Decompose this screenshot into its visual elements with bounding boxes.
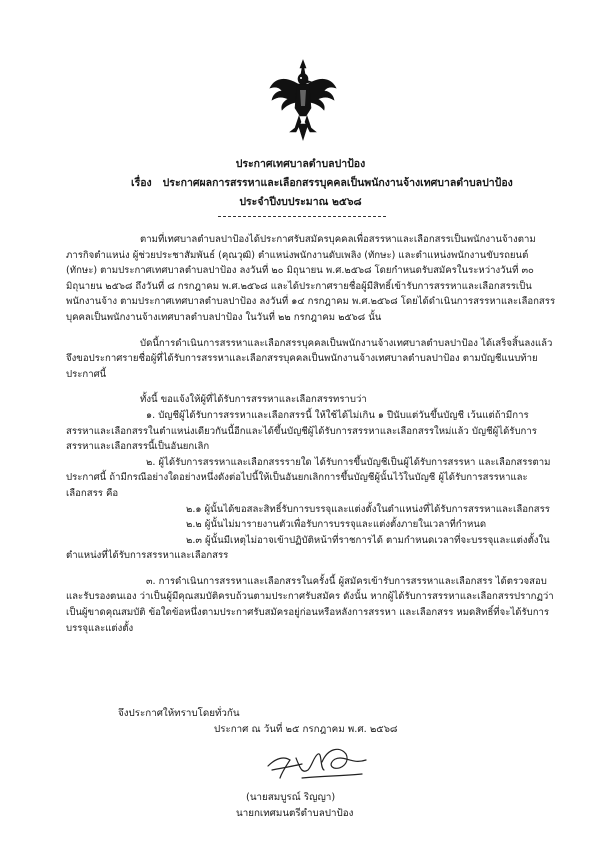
- condition-item-2-3: ๒.๓ ผู้นั้นมีเหตุไม่อาจเข้าปฏิบัติหน้าที่ราชการได้ ตามกำหนดเวลาที่จะบรรจุและแต่งตั้งในตำแหน่งที่ได้รับการสรรหาและเลือกสรร: [66, 534, 550, 562]
- header-divider: [218, 216, 386, 217]
- document-title: ประกาศเทศบาลตำบลปาป้อง: [235, 158, 366, 170]
- subject-text: ประกาศผลการสรรหาและเลือกสรรบุคคลเป็นพนักงานจ้างเทศบาลตำบลปาป้อง: [162, 177, 513, 189]
- condition-item-2-2: ๒.๒ ผู้นั้นไม่มารายงานตัวเพื่อรับการบรรจุและแต่งตั้งภายในเวลาที่กำหนด: [186, 519, 487, 531]
- paragraph-background: ตามที่เทศบาลตำบลปาป้องได้ประกาศรับสมัครบุคคลเพื่อสรรหาและเลือกสรรเป็นพนักงานจ้างตามภารกิจตำแหน่ง ผู้ช่วยประชาสัมพันธ์ (คุณวุฒิ) ตำแหน่งพนักงานดับเพลิง (ทักษะ) และตำแหน่งพนักงานขับรถยนต์ (ทักษะ) ตามประกาศเทศบาลตำบลปาป้อง ลงวันที่ ๒๐ มิถุนายน พ.ศ.๒๕๖๘ โดยกำหนดรับสมัครในระหว่างวันที่ ๓๐ มิถุนายน ๒๕๖๘ ถึงวันที่ ๘ กรกฎาคม พ.ศ.๒๕๖๘ และได้ประกาศรายชื่อผู้มีสิทธิ์เข้ารับการสรรหาและเลือกสรรเป็นพนักงานจ้าง ตามประกาศเทศบาลตำบลปาป้อง ลงวันที่ ๑๔ กรกฎาคม พ.ศ.๒๕๖๘ โดยได้ดำเนินการสรรหาและเลือกสรรบุคคลเป็นพนักงานจ้างเทศบาลตำบลปาป้อง ในวันที่ ๒๒ กรกฎาคม ๒๕๖๘ นั้น: [66, 234, 556, 323]
- signatory-name: (นายสมบูรณ์ ริญญา): [246, 792, 336, 803]
- handwritten-signature-icon: [262, 740, 372, 784]
- condition-item-3: ๓. การดำเนินการสรรหาและเลือกสรรในครั้งนี้ ผู้สมัครเข้ารับการสรรหาและเลือกสรร ได้ตรวจสอบและรับรองตนเอง ว่าเป็นผู้มีคุณสมบัติครบถ้วนตามประกาศรับสมัคร ดังนั้น หากผู้ได้รับการสรรหาและเลือกสรรปรากฏว่าเป็นผู้ขาดคุณสมบัติ ข้อใดข้อหนึ่งตามประกาศรับสมัครอยู่ก่อนหรือหลังการสรรหา และเลือกสรร หมดสิทธิ์ที่จะได้รับการบรรจุและแต่งตั้ง: [66, 575, 554, 634]
- garuda-emblem-icon: [268, 58, 338, 142]
- subject-prefix: เรื่อง: [131, 177, 152, 189]
- document-body: [66, 232, 556, 636]
- condition-item-1: ๑. บัญชีผู้ได้รับการสรรหาและเลือกสรรนี้ ให้ใช้ได้ไม่เกิน ๑ ปีนับแต่วันขึ้นบัญชี เว้นแต่ถ้ามีการสรรหาและเลือกสรรในตำแหน่งเดียวกันนี้อีกและได้ขึ้นบัญชีผู้ได้รับการสรรหาและเลือกสรรใหม่แล้ว บัญชีผู้ได้รับการสรรหาและเลือกสรรนี้เป็นอันยกเลิก: [66, 409, 537, 453]
- document-header: [0, 155, 601, 212]
- closing-statement: จึงประกาศให้ทราบโดยทั่วกัน: [118, 708, 240, 719]
- document-subject: [0, 174, 601, 193]
- condition-item-2-1: ๒.๑ ผู้นั้นได้ขอสละสิทธิ์รับการบรรจุและแต่งตั้งในตำแหน่งที่ได้รับการสรรหาและเลือกสรร: [186, 503, 550, 515]
- signatory-title: นายกเทศมนตรีตำบลปาป้อง: [236, 808, 354, 819]
- paragraph-notice: ทั้งนี้ ขอแจ้งให้ผู้ที่ได้รับการสรรหาและเลือกสรรทราบว่า: [140, 394, 367, 406]
- paragraph-result: บัดนี้การดำเนินการสรรหาและเลือกสรรบุคคลเป็นพนักงานจ้างเทศบาลตำบลปาป้อง ได้เสร็จสิ้นลงแล้วจึงขอประกาศรายชื่อผู้ที่ได้รับการสรรหาและเลือกสรรบุคคลเป็นพนักงานจ้างเทศบาลตำบลปาป้อง ตามบัญชีแนบท้ายประกาศนี้: [66, 337, 553, 380]
- announcement-date: ประกาศ ณ วันที่ ๒๕ กรกฎาคม พ.ศ. ๒๕๖๘: [214, 724, 398, 735]
- condition-item-2: ๒. ผู้ได้รับการสรรหาและเลือกสรรรายใด ได้รับการขึ้นบัญชีเป็นผู้ได้รับการสรรหา และเลือกสรรตามประกาศนี้ ถ้ามีกรณีอย่างใดอย่างหนึ่งดังต่อไปนี้ให้เป็นอันยกเลิกการขึ้นบัญชีผู้นั้นไว้ในบัญชี ผู้ได้รับการสรรหาและเลือกสรร คือ: [66, 456, 551, 499]
- fiscal-year: ประจำปีงบประมาณ ๒๕๖๘: [239, 196, 362, 208]
